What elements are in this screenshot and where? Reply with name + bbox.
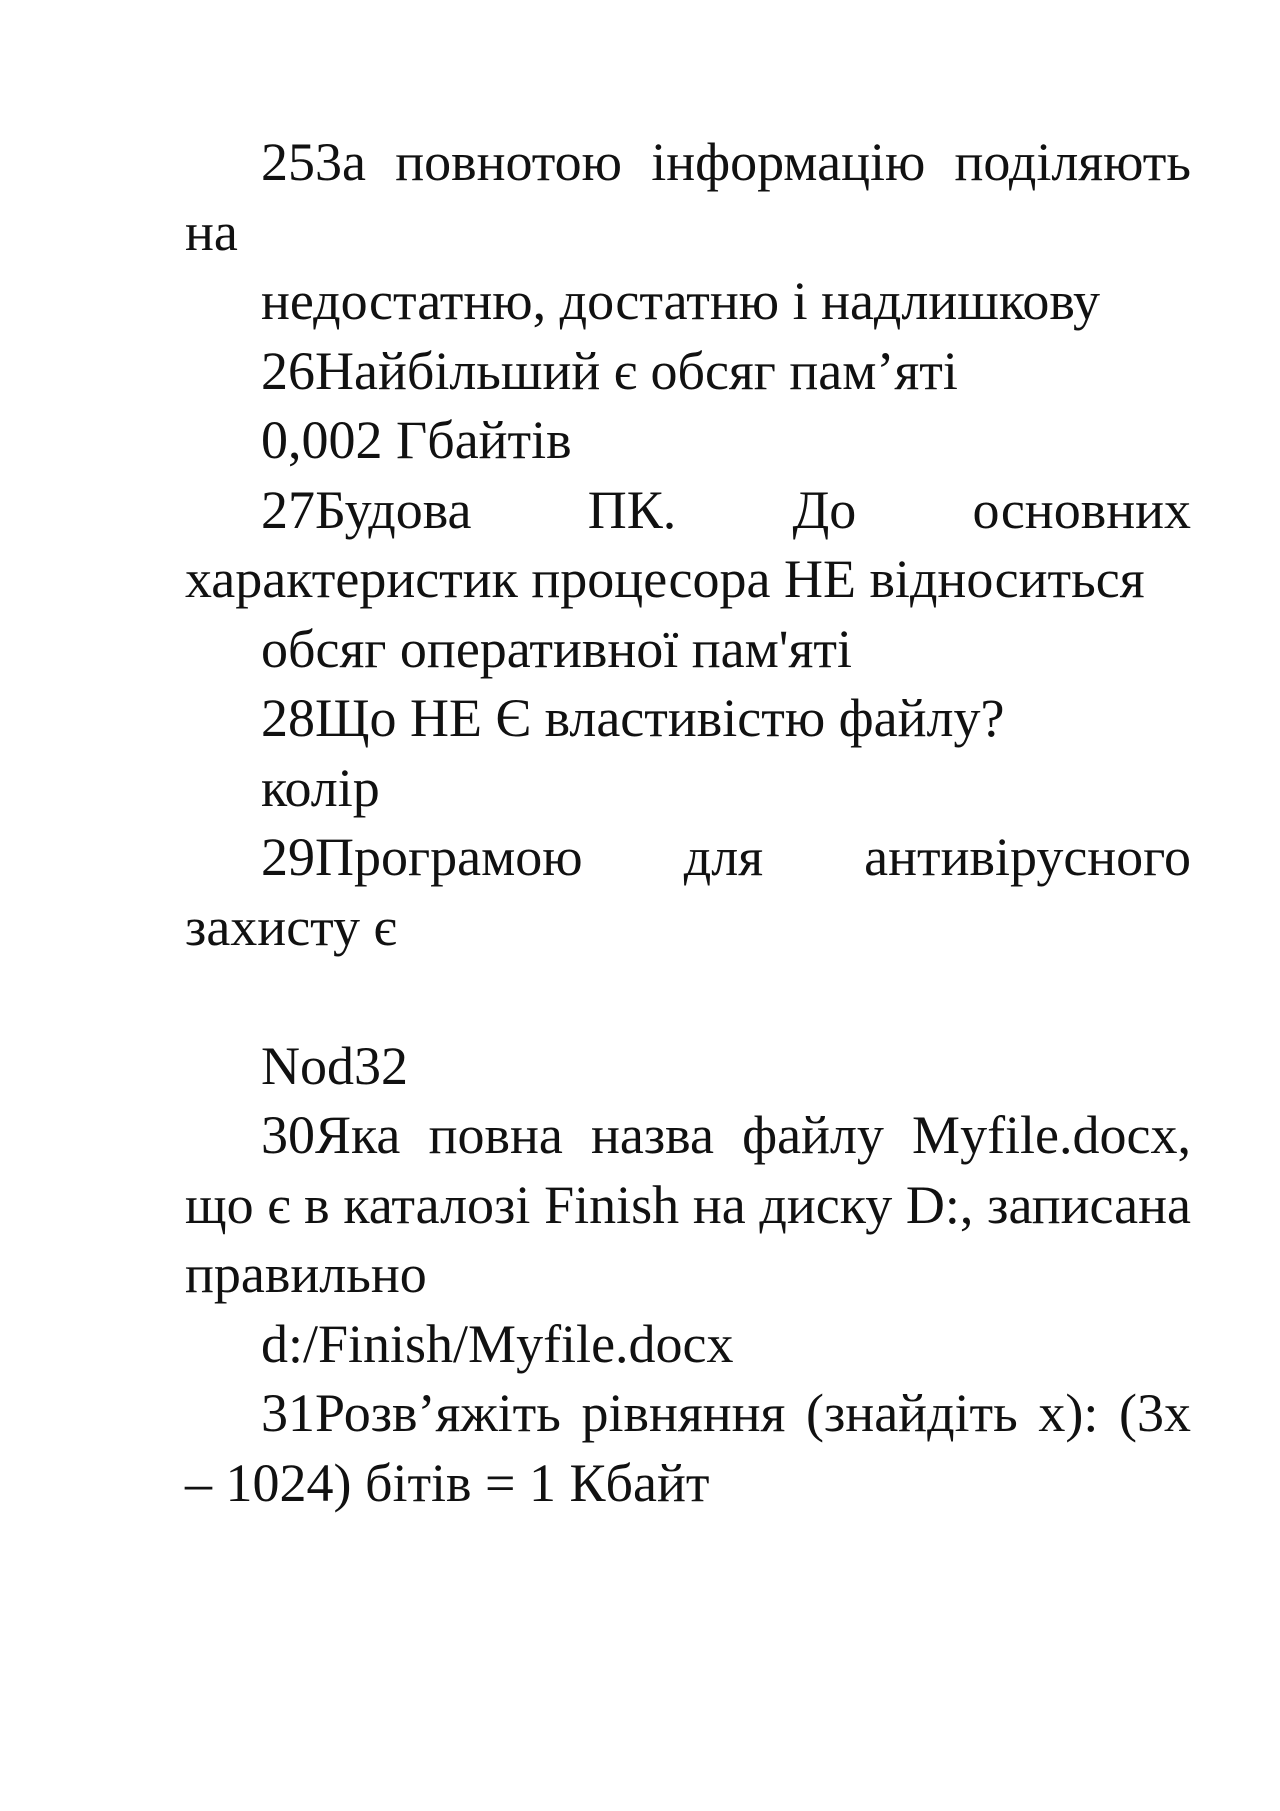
question-27: 27Будова ПК. До основних характеристик процесора НЕ відноситься xyxy=(185,479,1191,609)
answer-25: недостатню, достатню і надлишкову xyxy=(261,271,1100,331)
answer-27: обсяг оперативної пам'яті xyxy=(261,618,852,679)
answer-30: d:/Finish/Myfile.docx xyxy=(261,1313,734,1374)
document-page xyxy=(185,128,1191,1518)
answer-29: Nod32 xyxy=(261,1035,408,1096)
blank-line xyxy=(185,962,1191,1032)
question-26: 26Найбільший є обсяг пам’яті xyxy=(261,340,958,401)
question-25: 253а повнотою інформацію поділяють на xyxy=(185,132,1191,262)
question-29: 29Програмою для антивірусного захисту є xyxy=(185,827,1191,957)
answer-28: колір xyxy=(261,757,380,818)
question-28: 28Що НЕ Є властивістю файлу? xyxy=(261,688,1005,748)
question-30: 30Яка повна назва файлу Myfile.docx, що є в каталозі Finish на диску D:, записана правильно xyxy=(185,1105,1191,1304)
answer-26: 0,002 Гбайтів xyxy=(261,410,572,470)
question-31: 31Розв’яжіть рівняння (знайдіть x): (3x – 1024) бітів = 1 Кбайт xyxy=(185,1383,1191,1513)
